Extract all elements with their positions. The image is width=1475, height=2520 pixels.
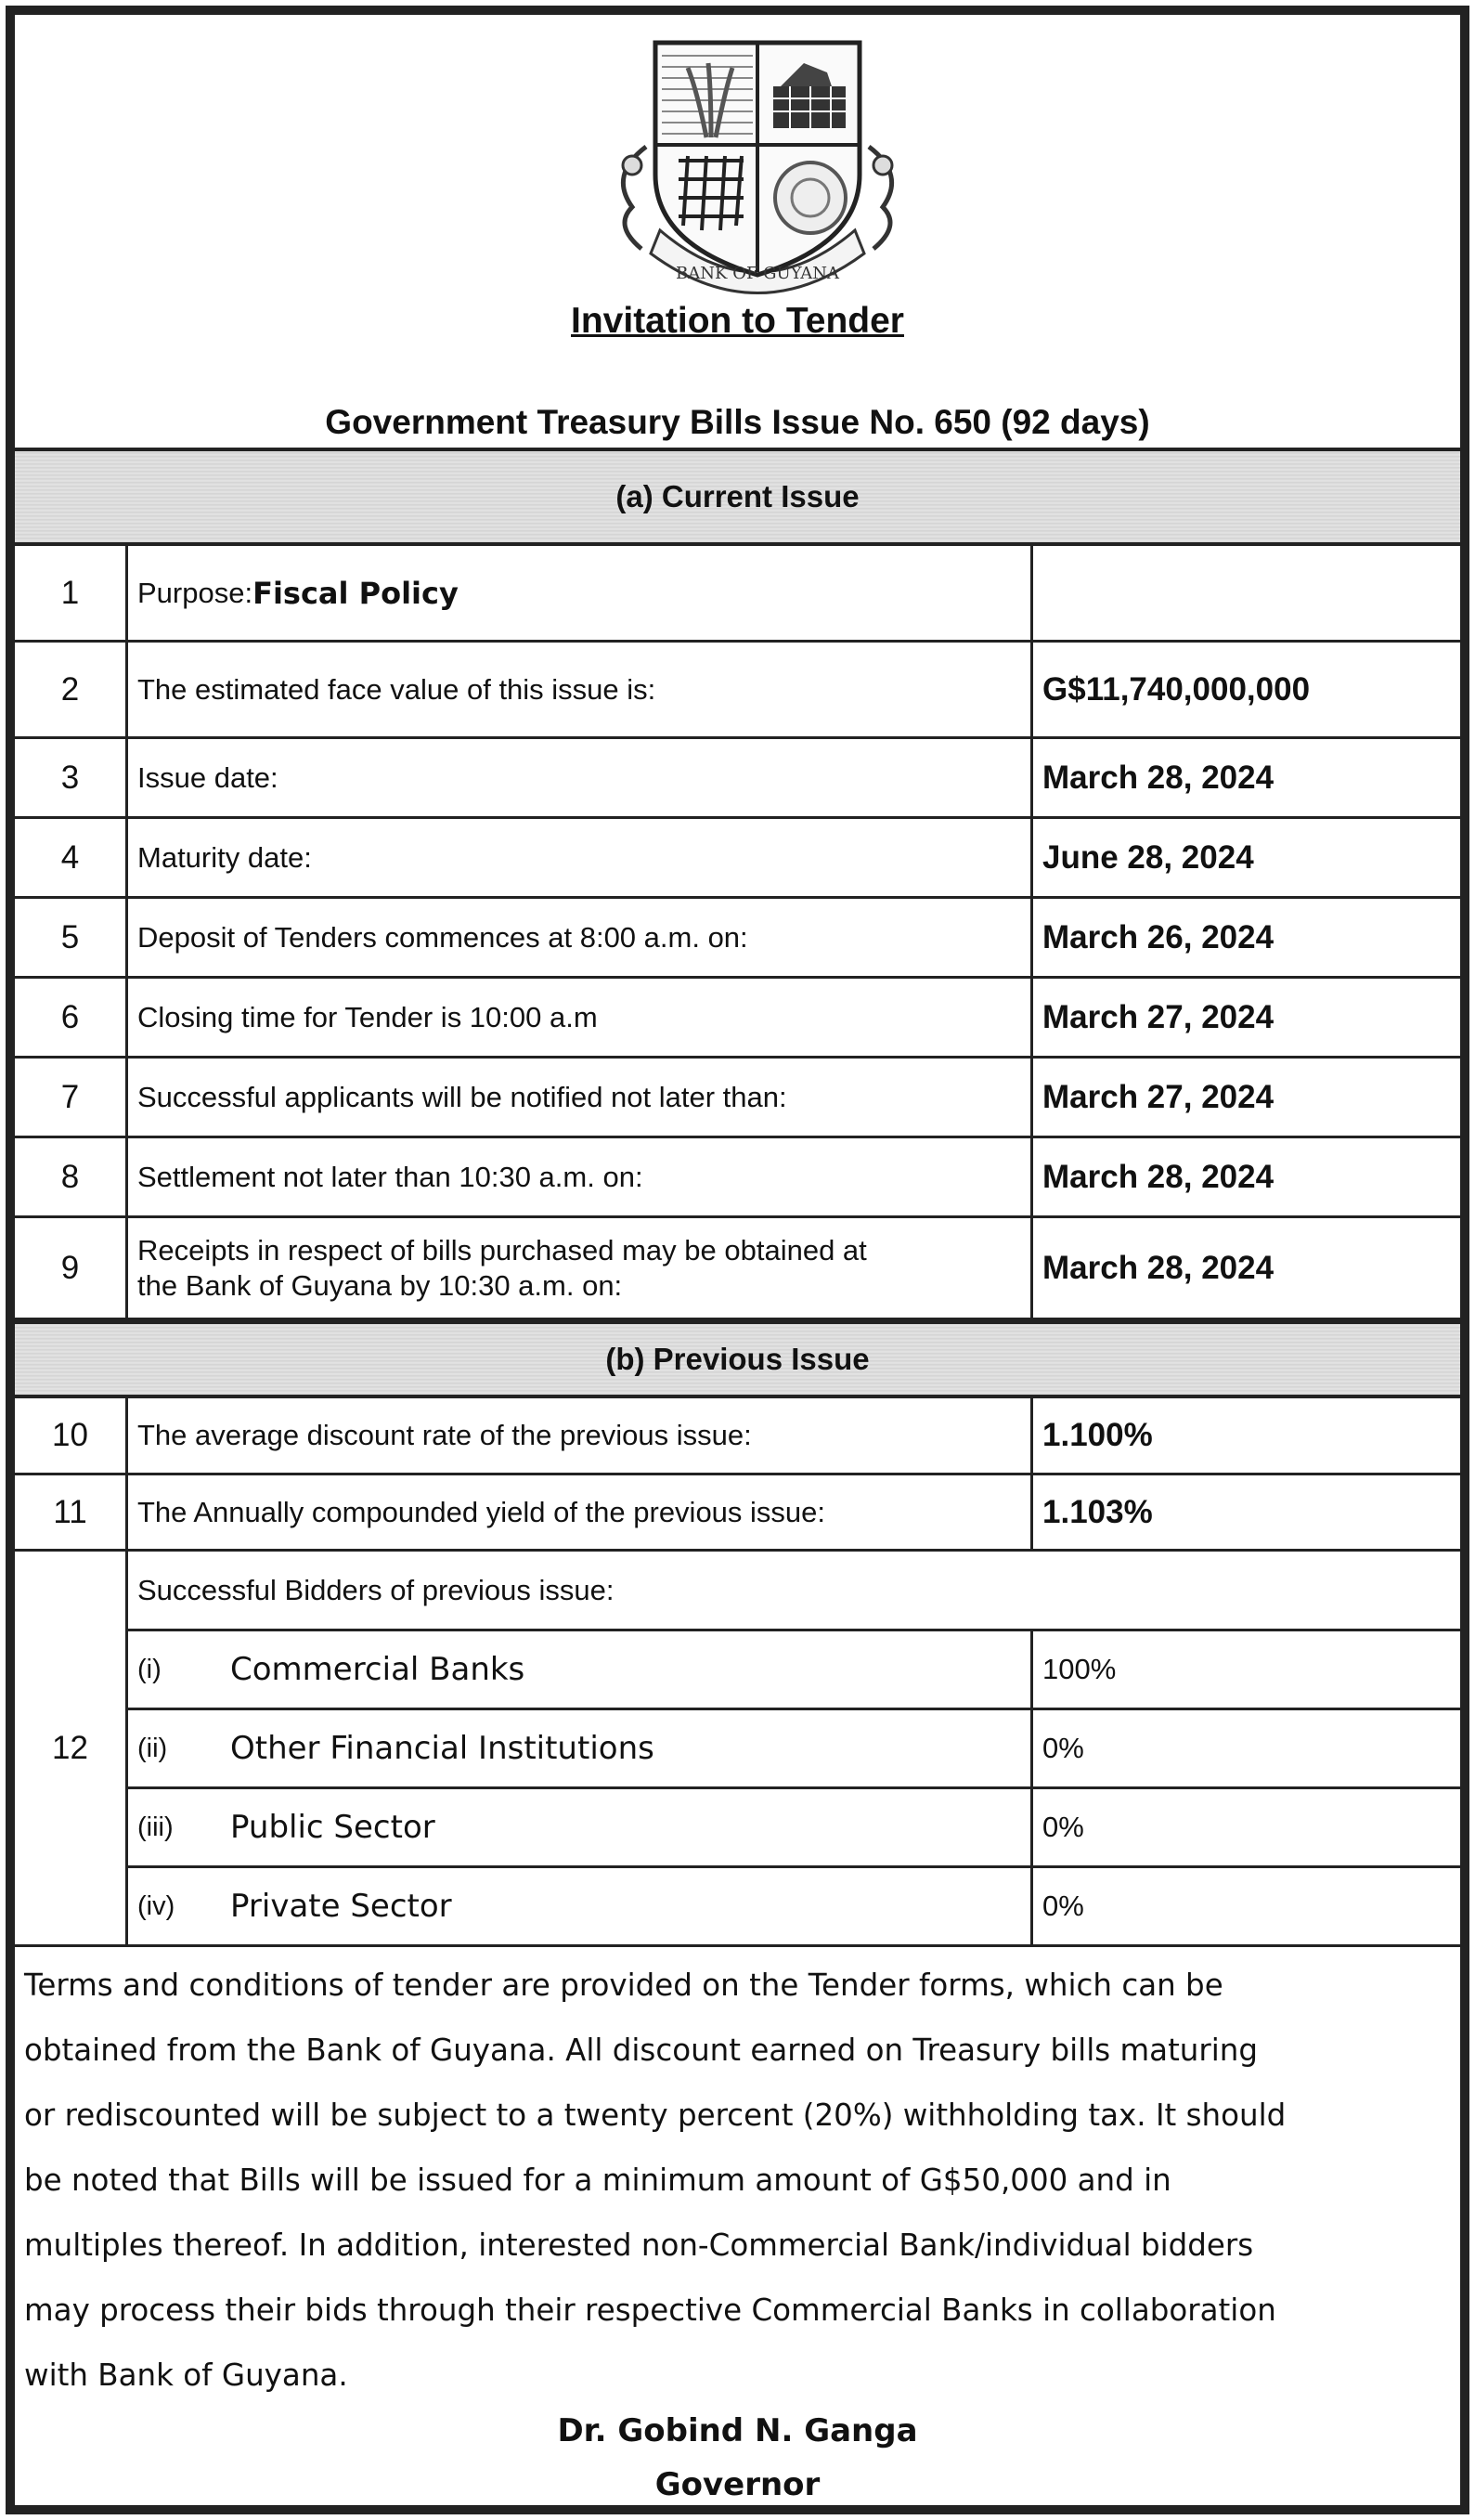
bidder-index: (i): [137, 1654, 162, 1684]
row-label: Closing time for Tender is 10:00 a.m: [128, 979, 1033, 1056]
terms-line: or rediscounted will be subject to a twenty percent (20%) withholding tax. It should: [24, 2098, 1287, 2133]
table-row: [15, 1475, 1460, 1552]
table-row: [15, 1059, 1460, 1138]
crest-motto: BANK OF GUYANA: [676, 264, 839, 283]
table-row: [15, 1218, 1460, 1320]
row-value: March 28, 2024: [1042, 1249, 1274, 1286]
table-row: [15, 643, 1460, 739]
terms-line: with Bank of Guyana.: [24, 2358, 348, 2393]
bidder-name: Commercial Banks: [230, 1651, 525, 1688]
terms-paragraph: [24, 1953, 1442, 2408]
row-value: March 27, 2024: [1042, 998, 1274, 1035]
bidder-row: [128, 1710, 1460, 1789]
bidders-heading-row: [128, 1552, 1460, 1631]
row-number: 10: [15, 1398, 128, 1473]
row-value: March 28, 2024: [1042, 759, 1274, 796]
row-label: Issue date:: [128, 739, 1033, 816]
terms-line: be noted that Bills will be issued for a minimum amount of G$50,000 and in: [24, 2163, 1171, 2198]
bidder-row: [128, 1631, 1460, 1710]
signatory-name: Dr. Gobind N. Ganga: [557, 2412, 918, 2449]
row-number: 6: [15, 979, 128, 1056]
bidder-name: Private Sector: [230, 1888, 452, 1925]
page-title: Invitation to Tender: [571, 301, 904, 341]
bidders-heading: Successful Bidders of previous issue:: [137, 1573, 615, 1606]
row-number: 8: [15, 1138, 128, 1215]
row-number: 9: [15, 1218, 128, 1318]
bidder-value: 100%: [1042, 1653, 1117, 1685]
row-value: March 26, 2024: [1042, 918, 1274, 955]
page-subtitle: Government Treasury Bills Issue No. 650 (92 days): [325, 403, 1150, 441]
row-label: The estimated face value of this issue is:: [128, 643, 1033, 736]
table-row: [15, 899, 1460, 979]
terms-line: obtained from the Bank of Guyana. All discount earned on Treasury bills maturing: [24, 2033, 1259, 2068]
bidder-row: [128, 1868, 1460, 1947]
terms-line: multiples thereof. In addition, interested non-Commercial Bank/individual bidders: [24, 2228, 1254, 2263]
section-a-heading: (a) Current Issue: [15, 448, 1460, 546]
row-number: 7: [15, 1059, 128, 1136]
row-number: 5: [15, 899, 128, 976]
row-label: Successful applicants will be notified not later than:: [128, 1059, 1033, 1136]
row-value: 1.100%: [1042, 1417, 1153, 1453]
row-label: Receipts in respect of bills purchased may be obtained at the Bank of Guyana by 10:30 a.m. on:: [128, 1218, 1033, 1318]
row-value: [1033, 546, 1460, 640]
table-row: [15, 819, 1460, 899]
row-label: Maturity date:: [128, 819, 1033, 896]
bidder-index: (ii): [137, 1733, 168, 1763]
row-label: Settlement not later than 10:30 a.m. on:: [128, 1138, 1033, 1215]
bidder-index: (iv): [137, 1890, 175, 1921]
table-row: [15, 546, 1460, 643]
row-value: June 28, 2024: [1042, 838, 1254, 876]
terms-line: may process their bids through their respective Commercial Banks in collaboration: [24, 2293, 1276, 2328]
tender-notice: [6, 6, 1469, 2514]
table-row: [15, 979, 1460, 1059]
section-b-heading: (b) Previous Issue: [15, 1320, 1460, 1398]
row-number: 1: [15, 546, 128, 640]
row-label: The average discount rate of the previous issue:: [128, 1398, 1033, 1473]
row-value: 1.103%: [1042, 1493, 1153, 1530]
row-number: 3: [15, 739, 128, 816]
bidder-index: (iii): [137, 1812, 174, 1842]
bidder-value: 0%: [1042, 1732, 1084, 1764]
terms-line: Terms and conditions of tender are provided on the Tender forms, which can be: [24, 1968, 1223, 2003]
table-row: [15, 739, 1460, 819]
bank-of-guyana-crest: [604, 35, 911, 300]
bidder-row: [128, 1789, 1460, 1868]
table-row: [15, 1398, 1460, 1475]
row-label: Purpose: Fiscal Policy: [128, 546, 1033, 640]
row-number: 12: [15, 1552, 128, 1947]
row-value: March 27, 2024: [1042, 1078, 1274, 1115]
row-number: 11: [15, 1475, 128, 1549]
bidder-value: 0%: [1042, 1890, 1084, 1922]
row-label: The Annually compounded yield of the previous issue:: [128, 1475, 1033, 1549]
row-label: Deposit of Tenders commences at 8:00 a.m. on:: [128, 899, 1033, 976]
table-row: [15, 1138, 1460, 1218]
row-number: 2: [15, 643, 128, 736]
bidder-name: Public Sector: [230, 1809, 435, 1846]
row-number: 4: [15, 819, 128, 896]
row-value: March 28, 2024: [1042, 1158, 1274, 1195]
bidder-value: 0%: [1042, 1811, 1084, 1843]
row-value: G$11,740,000,000: [1042, 670, 1311, 708]
bidder-name: Other Financial Institutions: [230, 1730, 654, 1767]
signatory-role: Governor: [654, 2466, 821, 2503]
